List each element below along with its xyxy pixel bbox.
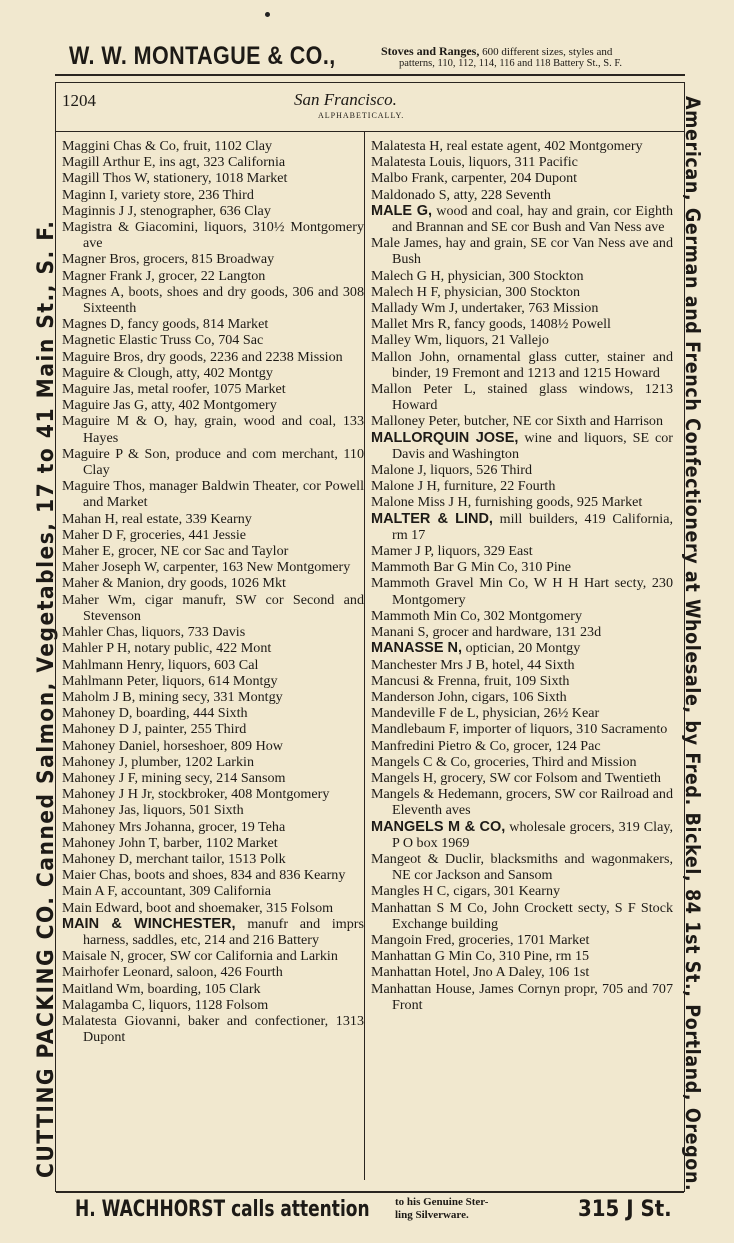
directory-entry — [371, 349, 673, 381]
advertisement-detail: 600 different sizes, styles and — [479, 46, 613, 58]
header-rule — [56, 131, 684, 132]
directory-entry — [62, 883, 364, 899]
directory-entry — [371, 284, 673, 300]
page-subtitle: ALPHABETICALLY. — [318, 111, 405, 120]
entry-text: Mahoney D, merchant tailor, 1513 Polk — [62, 850, 286, 867]
entry-text: Mandlebaum F, importer of liquors, 310 Sacramento — [371, 721, 668, 738]
directory-entry — [62, 689, 364, 705]
directory-entry — [62, 559, 364, 575]
entry-bold-name: MANGELS M & CO, — [371, 818, 506, 835]
entry-bold-name: MANASSE N, — [371, 640, 463, 657]
entry-text: Mairhofer Leonard, saloon, 426 Fourth — [62, 964, 283, 981]
directory-entry — [62, 527, 364, 543]
entry-text: Mahoney Mrs Johanna, grocer, 19 Teha — [62, 818, 286, 835]
entry-text: Magill Thos W, stationery, 1018 Market — [62, 170, 288, 187]
directory-entry — [371, 640, 673, 656]
entry-text: wood and coal, hay and grain, cor Eighth and Brannan and SE cor Bush and Van Ness ave — [392, 202, 673, 236]
entry-text: Magnetic Elastic Truss Co, 704 Sac — [62, 332, 264, 349]
directory-entry — [62, 203, 364, 219]
entry-text: Magnes A, boots, shoes and dry goods, 306 and 308 Sixteenth — [62, 283, 364, 317]
directory-entry — [62, 1013, 364, 1045]
left-margin-advertisement: CUTTING PACKING CO. Canned Salmon, Vegetables, 17 to 41 Main St., S. F. — [33, 219, 59, 1178]
advertisement-small-line-2: ling Silverware. — [395, 1209, 469, 1221]
entry-text: Malech G H, physician, 300 Stockton — [371, 267, 584, 284]
right-margin-advertisement: American, German and French Confectionery at Wholesale, by Fred. Bickel, 84 1st St., Portland, Oregon. — [681, 96, 704, 1192]
directory-entry — [371, 981, 673, 1013]
entry-text: wine and liquors, SE cor Davis and Washington — [392, 429, 673, 462]
entry-text: Mandeville F de L, physician, 26½ Kear — [371, 705, 600, 722]
directory-entry — [62, 981, 364, 997]
entry-text: Malagamba C, liquors, 1128 Folsom — [62, 996, 269, 1013]
entry-bold-name: MALLORQUIN JOSE, — [371, 429, 519, 446]
entry-bold-name: MALTER & LIND, — [371, 510, 493, 527]
entry-text: Manhattan Hotel, Jno A Daley, 106 1st — [371, 964, 590, 981]
page-header — [62, 89, 674, 119]
entry-text: Mangels C & Co, groceries, Third and Mission — [371, 753, 637, 770]
entry-text: Mahlmann Henry, liquors, 603 Cal — [62, 656, 259, 673]
right-column — [371, 138, 673, 1013]
directory-entry — [371, 332, 673, 348]
entry-text: Maguire M & O, hay, grain, wood and coal, 133 Hayes — [62, 413, 364, 446]
directory-entry — [62, 187, 364, 203]
directory-entry — [62, 640, 364, 656]
directory-entry — [371, 430, 673, 462]
directory-entry — [371, 657, 673, 673]
entry-text: Maher E, grocer, NE cor Sac and Taylor — [62, 543, 289, 560]
column-divider — [364, 132, 365, 1180]
entry-text: Mahler Chas, liquors, 733 Davis — [62, 624, 246, 641]
entry-text: Mahler P H, notary public, 422 Mont — [62, 640, 272, 657]
entry-text: Mahoney Daniel, horseshoer, 809 How — [62, 737, 283, 754]
entry-text: Mahoney Jas, liquors, 501 Sixth — [62, 802, 244, 819]
directory-entry — [371, 300, 673, 316]
directory-entry — [371, 316, 673, 332]
directory-entry — [371, 154, 673, 170]
directory-entry — [62, 170, 364, 186]
entry-text: Maier Chas, boots and shoes, 834 and 836 Kearny — [62, 867, 346, 884]
entry-text: Maisale N, grocer, SW cor California and Larkin — [62, 948, 338, 965]
entry-text: Mancusi & Frenna, fruit, 109 Sixth — [371, 672, 570, 689]
entry-text: Main Edward, boot and shoemaker, 315 Folsom — [62, 899, 334, 916]
entry-text: Mammoth Bar G Min Co, 310 Pine — [371, 559, 572, 576]
entry-text: Maguire & Clough, atty, 402 Montgy — [62, 364, 273, 381]
directory-entry — [371, 559, 673, 575]
directory-entry — [62, 819, 364, 835]
entry-text: Maher D F, groceries, 441 Jessie — [62, 526, 247, 543]
directory-entry — [62, 365, 364, 381]
entry-text: Mahoney J H Jr, stockbroker, 408 Montgomery — [62, 786, 330, 803]
directory-entry — [62, 381, 364, 397]
entry-text: Manchester Mrs J B, hotel, 44 Sixth — [371, 656, 575, 673]
entry-text: Maholm J B, mining secy, 331 Montgy — [62, 688, 283, 705]
entry-text: Malatesta H, real estate agent, 402 Montgomery — [371, 138, 643, 154]
directory-entry — [371, 883, 673, 899]
entry-bold-name: MAIN & WINCHESTER, — [62, 915, 236, 932]
directory-entry — [62, 284, 364, 316]
directory-entry — [62, 251, 364, 267]
entry-text: Mammoth Gravel Min Co, W H H Hart secty, 230 Montgomery — [371, 575, 673, 608]
directory-entry — [371, 948, 673, 964]
directory-entry — [62, 948, 364, 964]
entry-bold-name: MALE G, — [371, 202, 433, 219]
directory-entry — [62, 721, 364, 737]
directory-entry — [62, 673, 364, 689]
entry-text: manufr and imprs harness, saddles, etc, 214 and 216 Battery — [83, 915, 364, 948]
directory-entry — [62, 900, 364, 916]
directory-entry — [62, 349, 364, 365]
entry-text: Mangels & Hedemann, grocers, SW cor Railroad and Eleventh aves — [371, 786, 673, 819]
advertiser-name-bottom: H. WACHHORST calls attention — [75, 1197, 370, 1222]
directory-entry — [371, 462, 673, 478]
entry-text: Mahoney J F, mining secy, 214 Sansom — [62, 769, 286, 786]
entry-text: Malone J, liquors, 526 Third — [371, 462, 533, 479]
entry-text: Malatesta Louis, liquors, 311 Pacific — [371, 154, 578, 171]
directory-entry — [371, 187, 673, 203]
advertisement-line-2: patterns, 110, 112, 114, 116 and 118 Battery St., S. F. — [399, 58, 622, 69]
entry-text: Malech H F, physician, 300 Stockton — [371, 283, 581, 300]
entry-text: Mallon John, ornamental glass cutter, stainer and binder, 19 Fremont and 1213 and 1215 Howard — [371, 348, 673, 381]
entry-text: Maher Joseph W, carpenter, 163 New Montgomery — [62, 559, 351, 576]
entry-text: Manhattan G Min Co, 310 Pine, rm 15 — [371, 948, 590, 965]
directory-entry — [371, 689, 673, 705]
directory-entry — [371, 964, 673, 980]
directory-entry — [62, 219, 364, 251]
directory-entry — [62, 268, 364, 284]
directory-entry — [371, 203, 673, 235]
directory-entry — [371, 543, 673, 559]
ink-dot — [265, 12, 270, 17]
top-advertisement — [55, 38, 685, 76]
directory-entry — [62, 657, 364, 673]
entry-text: Magistra & Giacomini, liquors, 310½ Montgomery ave — [62, 219, 364, 252]
entry-text: Mahlmann Peter, liquors, 614 Montgy — [62, 672, 278, 689]
directory-entry — [62, 138, 364, 154]
entry-text: Malbo Frank, carpenter, 204 Dupont — [371, 170, 578, 187]
entry-text: Manhattan S M Co, John Crockett secty, S F Stock Exchange building — [371, 899, 673, 932]
page-title: San Francisco. — [294, 90, 397, 109]
advertisement-headline: Stoves and Ranges, — [381, 44, 480, 58]
directory-entry — [62, 964, 364, 980]
page-number: 1204 — [62, 91, 96, 110]
entry-text: Mammoth Min Co, 302 Montgomery — [371, 607, 583, 624]
advertiser-address: 315 J St. — [578, 1197, 672, 1222]
directory-entry — [62, 705, 364, 721]
directory-entry — [371, 478, 673, 494]
directory-entry — [371, 413, 673, 429]
directory-entry — [62, 575, 364, 591]
entry-text: Mallon Peter L, stained glass windows, 1213 Howard — [371, 381, 673, 414]
entry-text: Maguire Jas G, atty, 402 Montgomery — [62, 397, 277, 414]
entry-text: Mahoney D, boarding, 444 Sixth — [62, 705, 248, 722]
entry-text: Magner Bros, grocers, 815 Broadway — [62, 251, 275, 268]
entry-text: Malley Wm, liquors, 21 Vallejo — [371, 332, 549, 349]
entry-text: Manhattan House, James Cornyn propr, 705 and 707 Front — [371, 980, 673, 1013]
entry-text: wholesale grocers, 319 Clay, P O box 1969 — [392, 818, 673, 851]
entry-text: Maggini Chas & Co, fruit, 1102 Clay — [62, 138, 273, 154]
directory-entry — [62, 754, 364, 770]
entry-text: Manani S, grocer and hardware, 131 23d — [371, 624, 602, 641]
directory-entry — [371, 819, 673, 851]
entry-text: Main A F, accountant, 309 California — [62, 883, 272, 900]
directory-entry — [371, 494, 673, 510]
directory-entry — [62, 802, 364, 818]
entry-text: Maginnis J J, stenographer, 636 Clay — [62, 202, 271, 219]
directory-entry — [371, 721, 673, 737]
entry-text: Maitland Wm, boarding, 105 Clark — [62, 980, 261, 997]
directory-entry — [371, 511, 673, 543]
directory-entry — [371, 381, 673, 413]
entry-text: Maguire P & Son, produce and com merchant, 110 Clay — [62, 445, 364, 479]
entry-text: Manfredini Pietro & Co, grocer, 124 Pac — [371, 737, 601, 754]
directory-entry — [371, 851, 673, 883]
directory-entry — [371, 673, 673, 689]
entry-text: Mangeot & Duclir, blacksmiths and wagonmakers, NE cor Jackson and Sansom — [371, 850, 673, 884]
advertiser-name: W. W. MONTAGUE & CO., — [69, 42, 336, 70]
entry-text: Malone Miss J H, furnishing goods, 925 Market — [371, 494, 643, 511]
entry-text: Maher Wm, cigar manufr, SW cor Second and Stevenson — [62, 591, 364, 624]
directory-entry — [62, 511, 364, 527]
directory-entry — [62, 413, 364, 445]
directory-entry — [371, 170, 673, 186]
directory-entry — [62, 835, 364, 851]
entry-text: Magner Frank J, grocer, 22 Langton — [62, 267, 266, 284]
directory-entry — [371, 268, 673, 284]
entry-text: Malone J H, furniture, 22 Fourth — [371, 478, 556, 495]
directory-entry — [371, 786, 673, 818]
entry-text: Male James, hay and grain, SE cor Van Ness ave and Bush — [371, 235, 673, 268]
directory-entry — [371, 138, 673, 154]
directory-entry — [62, 332, 364, 348]
left-column — [62, 138, 364, 1045]
directory-entry — [371, 235, 673, 267]
entry-text: optician, 20 Montgy — [462, 640, 581, 657]
directory-entry — [62, 624, 364, 640]
entry-text: Mamer J P, liquors, 329 East — [371, 543, 533, 560]
directory-entry — [371, 738, 673, 754]
entry-text: Maguire Bros, dry goods, 2236 and 2238 Mission — [62, 348, 343, 365]
directory-entry — [62, 770, 364, 786]
directory-entry — [371, 900, 673, 932]
directory-entry — [371, 705, 673, 721]
directory-entry — [62, 446, 364, 478]
directory-entry — [371, 754, 673, 770]
entry-text: Malatesta Giovanni, baker and confectioner, 1313 Dupont — [62, 1012, 364, 1046]
directory-entry — [62, 154, 364, 170]
entry-text: mill builders, 419 California, rm 17 — [392, 510, 673, 543]
directory-entry — [371, 624, 673, 640]
entry-text: Magnes D, fancy goods, 814 Market — [62, 316, 269, 333]
entry-text: Manderson John, cigars, 106 Sixth — [371, 688, 567, 705]
directory-entry — [62, 316, 364, 332]
advertisement-small-line-1: to his Genuine Ster- — [395, 1196, 489, 1208]
bottom-advertisement — [56, 1195, 684, 1229]
directory-entry — [62, 786, 364, 802]
directory-entry — [62, 397, 364, 413]
entry-text: Malloney Peter, butcher, NE cor Sixth and Harrison — [371, 413, 664, 430]
directory-entry — [62, 997, 364, 1013]
entry-text: Mallady Wm J, undertaker, 763 Mission — [371, 300, 599, 317]
directory-entry — [62, 478, 364, 510]
advertisement-line-1 — [381, 44, 612, 59]
entry-text: Mahoney D J, painter, 255 Third — [62, 721, 247, 738]
directory-entry — [371, 575, 673, 607]
directory-entry — [62, 543, 364, 559]
entry-text: Mallet Mrs R, fancy goods, 1408½ Powell — [371, 316, 611, 333]
entry-text: Mahoney John T, barber, 1102 Market — [62, 834, 278, 851]
entry-text: Mangels H, grocery, SW cor Folsom and Twentieth — [371, 769, 661, 786]
entry-text: Magill Arthur E, ins agt, 323 California — [62, 154, 286, 171]
entry-text: Mangoin Fred, groceries, 1701 Market — [371, 931, 590, 948]
directory-entry — [371, 770, 673, 786]
entry-text: Maldonado S, atty, 228 Seventh — [371, 186, 551, 203]
entry-text: Mahan H, real estate, 339 Kearny — [62, 510, 252, 527]
directory-entry — [62, 916, 364, 948]
directory-entry — [371, 932, 673, 948]
entry-text: Maher & Manion, dry goods, 1026 Mkt — [62, 575, 286, 592]
directory-entry — [62, 592, 364, 624]
directory-entry — [62, 738, 364, 754]
bottom-rule — [56, 1192, 684, 1193]
entry-text: Maguire Jas, metal roofer, 1075 Market — [62, 381, 286, 398]
entry-text: Maguire Thos, manager Baldwin Theater, cor Powell and Market — [62, 478, 364, 511]
entry-text: Maginn I, variety store, 236 Third — [62, 186, 254, 203]
entry-text: Mangles H C, cigars, 301 Kearny — [371, 883, 561, 900]
directory-entry — [62, 867, 364, 883]
entry-text: Mahoney J, plumber, 1202 Larkin — [62, 753, 255, 770]
directory-entry — [371, 608, 673, 624]
directory-entry — [62, 851, 364, 867]
